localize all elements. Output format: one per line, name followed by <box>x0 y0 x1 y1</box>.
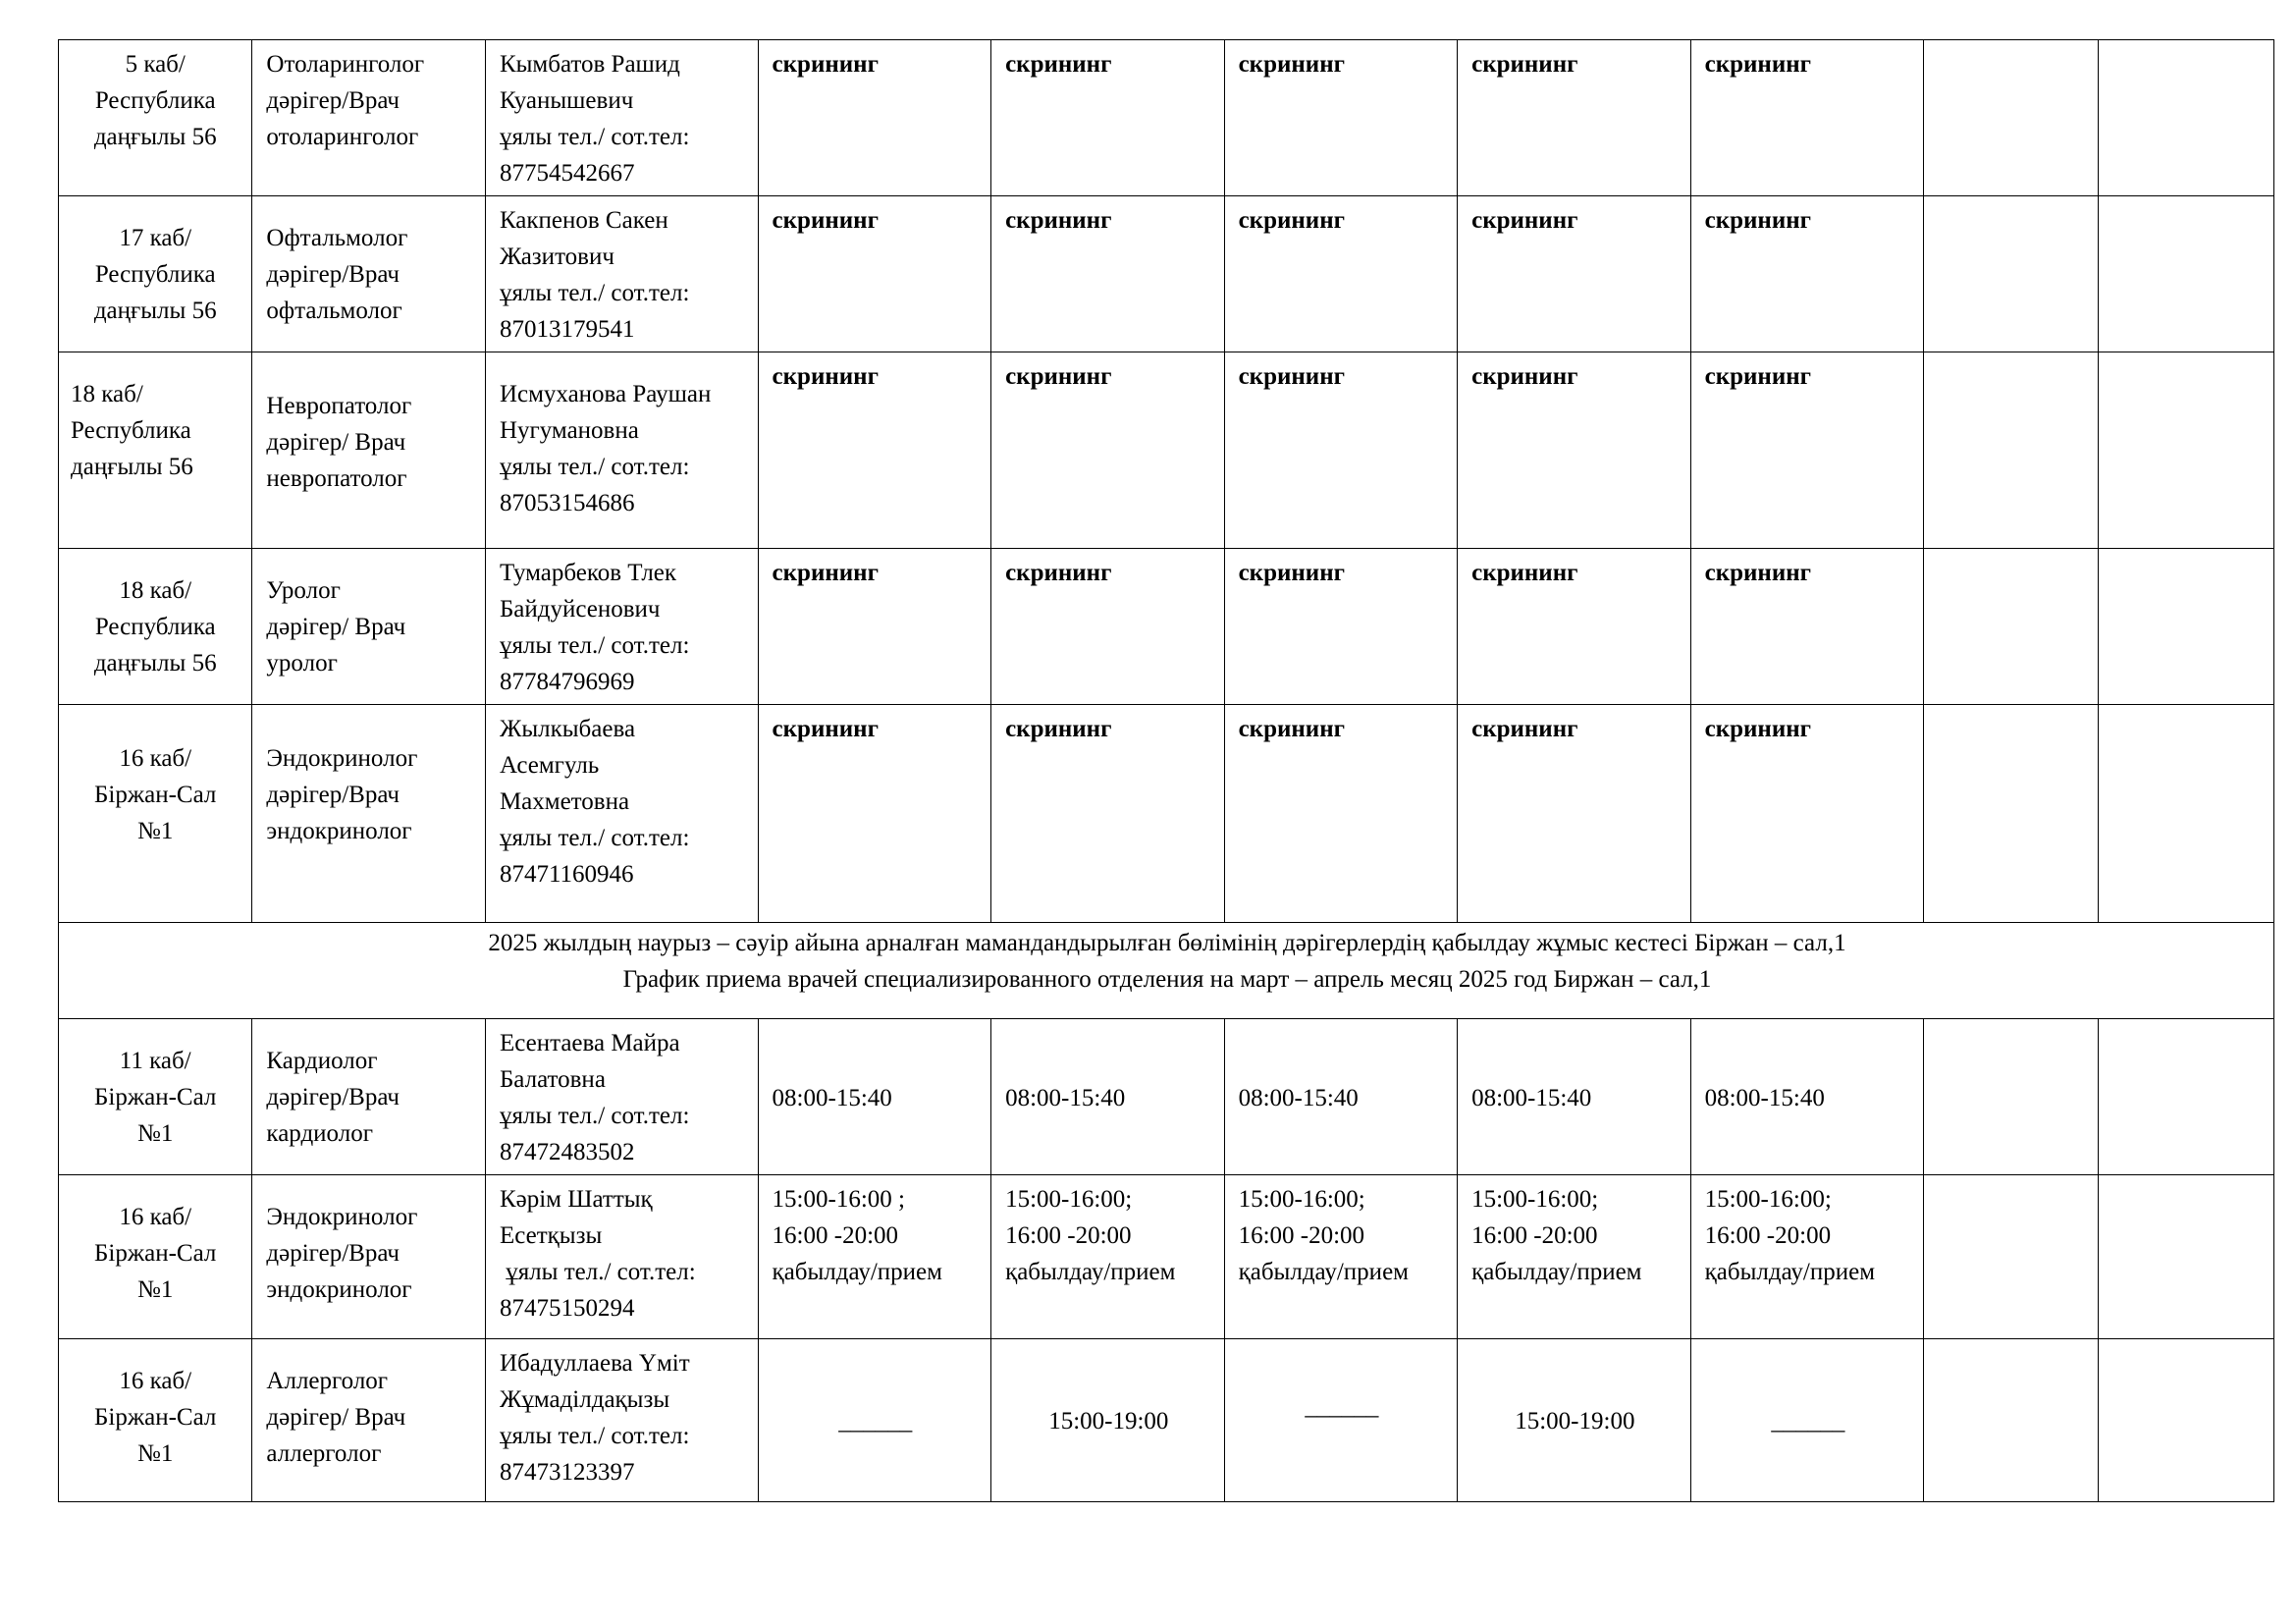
day-cell: скрининг <box>1458 40 1691 196</box>
day-cell: скрининг <box>991 352 1225 549</box>
day-cell: 08:00-15:40 <box>1224 1019 1458 1175</box>
day-cell <box>1924 1019 2098 1175</box>
section-title <box>59 923 2274 1019</box>
day-cell: 15:00-16:00; 16:00 -20:00 қабылдау/прием <box>991 1175 1225 1339</box>
day-cell: скрининг <box>758 40 991 196</box>
table-row <box>59 1339 2274 1502</box>
day-cell: скрининг <box>1690 705 1924 923</box>
day-cell: 08:00-15:40 <box>758 1019 991 1175</box>
day-cell: скрининг <box>1690 40 1924 196</box>
day-cell: скрининг <box>1690 196 1924 352</box>
day-cell <box>1924 40 2098 196</box>
day-cell <box>2098 1019 2273 1175</box>
day-cell <box>1924 1339 2098 1502</box>
specialty-cell: Кардиолог дәрігер/Врач кардиолог <box>252 1019 486 1175</box>
day-cell: скрининг <box>991 549 1225 705</box>
day-cell <box>2098 705 2273 923</box>
specialty-cell: Аллерголог дәрігер/ Врач аллерголог <box>252 1339 486 1502</box>
day-cell: скрининг <box>758 352 991 549</box>
specialty-cell: Отоларинголог дәрігер/Врач отоларинголог <box>252 40 486 196</box>
doctor-cell: Тумарбеков Тлек Байдуйсенович ұялы тел./ сот.тел: 87784796969 <box>485 549 758 705</box>
section-title-kz: 2025 жылдың наурыз – сәуір айына арналған мамандандырылған бөлімінің дәрігерлердің қабылдау жұмыс кестесі Біржан – сал,1 <box>488 930 1846 956</box>
table-row <box>59 1019 2274 1175</box>
room-cell: 11 каб/ Біржан-Сал №1 <box>59 1019 252 1175</box>
specialty-cell: Невропатолог дәрігер/ Врач невропатолог <box>252 352 486 549</box>
day-cell <box>2098 196 2273 352</box>
day-cell: скрининг <box>1458 705 1691 923</box>
day-cell: 15:00-16:00; 16:00 -20:00 қабылдау/прием <box>1458 1175 1691 1339</box>
day-cell <box>2098 40 2273 196</box>
day-cell: ______ <box>1690 1339 1924 1502</box>
table-row <box>59 40 2274 196</box>
table-row <box>59 549 2274 705</box>
day-cell: скрининг <box>758 705 991 923</box>
doctor-cell: Кәрім Шаттық Есетқызы ұялы тел./ сот.тел: 87475150294 <box>485 1175 758 1339</box>
day-cell: скрининг <box>1690 352 1924 549</box>
schedule-table <box>58 39 2274 1502</box>
day-cell: скрининг <box>758 549 991 705</box>
day-cell <box>2098 352 2273 549</box>
room-cell: 16 каб/ Біржан-Сал №1 <box>59 1175 252 1339</box>
table-row <box>59 705 2274 923</box>
room-cell: 16 каб/ Біржан-Сал №1 <box>59 1339 252 1502</box>
day-cell: скрининг <box>1224 196 1458 352</box>
day-cell: скрининг <box>1224 40 1458 196</box>
table-row <box>59 1175 2274 1339</box>
day-cell: скрининг <box>758 196 991 352</box>
day-cell <box>2098 1339 2273 1502</box>
specialty-cell: Уролог дәрігер/ Врач уролог <box>252 549 486 705</box>
day-cell: скрининг <box>1458 196 1691 352</box>
day-cell: 15:00-19:00 <box>991 1339 1225 1502</box>
specialty-cell: Эндокринолог дәрігер/Врач эндокринолог <box>252 705 486 923</box>
day-cell <box>1924 1175 2098 1339</box>
day-cell: скрининг <box>1690 549 1924 705</box>
day-cell: 08:00-15:40 <box>1458 1019 1691 1175</box>
day-cell: скрининг <box>1458 549 1691 705</box>
day-cell: ______ <box>1224 1339 1458 1502</box>
day-cell: скрининг <box>991 196 1225 352</box>
table-row <box>59 196 2274 352</box>
day-cell: 15:00-16:00; 16:00 -20:00 қабылдау/прием <box>1690 1175 1924 1339</box>
room-cell: 17 каб/ Республика даңғылы 56 <box>59 196 252 352</box>
doctor-cell: Исмуханова Раушан Нугумановна ұялы тел./ сот.тел: 87053154686 <box>485 352 758 549</box>
section-title-row <box>59 923 2274 1019</box>
day-cell <box>2098 549 2273 705</box>
day-cell <box>1924 549 2098 705</box>
doctor-cell: Ибадуллаева Үміт Жұмаділдақызы ұялы тел./ сот.тел: 87473123397 <box>485 1339 758 1502</box>
day-cell: скрининг <box>991 705 1225 923</box>
day-cell <box>1924 352 2098 549</box>
day-cell: 15:00-19:00 <box>1458 1339 1691 1502</box>
day-cell <box>1924 196 2098 352</box>
day-cell <box>1924 705 2098 923</box>
section-title-ru: График приема врачей специализированного отделения на март – апрель месяц 2025 год Биржан – сал,1 <box>622 966 1712 993</box>
day-cell: скрининг <box>1224 549 1458 705</box>
day-cell: 15:00-16:00; 16:00 -20:00 қабылдау/прием <box>1224 1175 1458 1339</box>
room-cell: 5 каб/ Республика даңғылы 56 <box>59 40 252 196</box>
day-cell: скрининг <box>1224 705 1458 923</box>
day-cell: скрининг <box>1458 352 1691 549</box>
day-cell: ______ <box>758 1339 991 1502</box>
room-cell: 18 каб/ Республика даңғылы 56 <box>59 352 252 549</box>
doctor-cell: Какпенов Сакен Жазитович ұялы тел./ сот.тел: 87013179541 <box>485 196 758 352</box>
room-cell: 16 каб/ Біржан-Сал №1 <box>59 705 252 923</box>
table-row <box>59 352 2274 549</box>
day-cell: 15:00-16:00 ; 16:00 -20:00 қабылдау/прием <box>758 1175 991 1339</box>
day-cell: скрининг <box>1224 352 1458 549</box>
day-cell: скрининг <box>991 40 1225 196</box>
doctor-cell: Кымбатов Рашид Куанышевич ұялы тел./ сот.тел: 87754542667 <box>485 40 758 196</box>
room-cell: 18 каб/ Республика даңғылы 56 <box>59 549 252 705</box>
specialty-cell: Эндокринолог дәрігер/Врач эндокринолог <box>252 1175 486 1339</box>
doctor-cell: Жылкыбаева Асемгуль Махметовна ұялы тел./ сот.тел: 87471160946 <box>485 705 758 923</box>
day-cell: 08:00-15:40 <box>1690 1019 1924 1175</box>
day-cell <box>2098 1175 2273 1339</box>
day-cell: 08:00-15:40 <box>991 1019 1225 1175</box>
specialty-cell: Офтальмолог дәрігер/Врач офтальмолог <box>252 196 486 352</box>
doctor-cell: Есентаева Майра Балатовна ұялы тел./ сот.тел: 87472483502 <box>485 1019 758 1175</box>
